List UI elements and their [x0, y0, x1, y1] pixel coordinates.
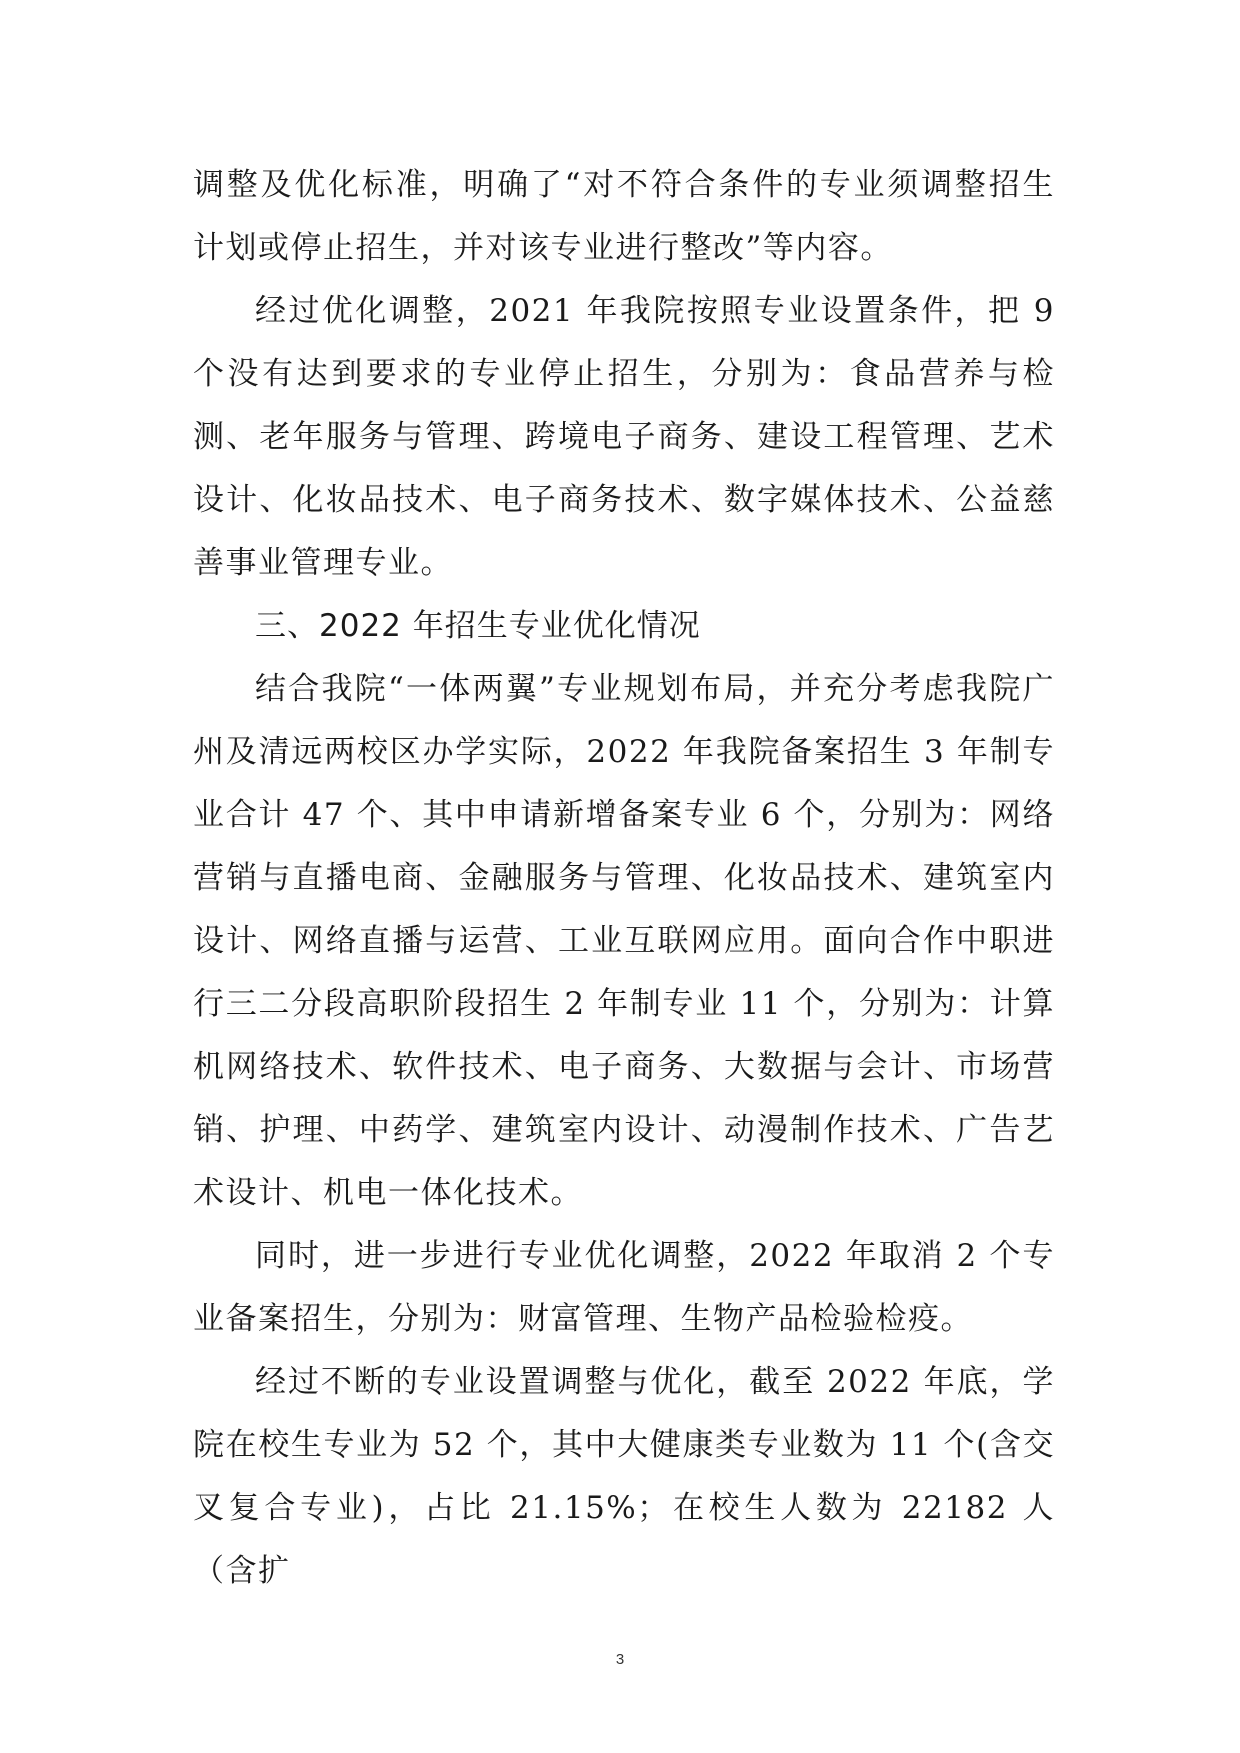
section-heading-2022-optimization: 三、2022 年招生专业优化情况	[255, 608, 701, 644]
document-body	[193, 154, 1055, 1603]
paragraph-2022-statistics: 经过不断的专业设置调整与优化，截至 2022 年底，学院在校生专业为 52 个，其中大健康类专业数为 11 个(含交叉复合专业)，占比 21.15%；在校生人数为 22182 人（含扩	[193, 1364, 1055, 1589]
paragraph-2022-enrollment-majors: 结合我院“一体两翼”专业规划布局，并充分考虑我院广州及清远两校区办学实际，2022 年我院备案招生 3 年制专业合计 47 个、其中申请新增备案专业 6 个，分别为：网络营销与直播电商、金融服务与管理、化妆品技术、建筑室内设计、网络直播与运营、工业互联网应用。面向合作中职进行三二分段高职阶段招生 2 年制专业 11 个，分别为：计算机网络技术、软件技术、电子商务、大数据与会计、市场营销、护理、中药学、建筑室内设计、动漫制作技术、广告艺术设计、机电一体化技术。	[193, 671, 1055, 1211]
paragraph-2022-cancelled-majors: 同时，进一步进行专业优化调整，2022 年取消 2 个专业备案招生，分别为：财富管理、生物产品检验检疫。	[193, 1238, 1055, 1337]
paragraph-2021-suspended-majors: 经过优化调整，2021 年我院按照专业设置条件，把 9 个没有达到要求的专业停止招生，分别为：食品营养与检测、老年服务与管理、跨境电子商务、建设工程管理、艺术设计、化妆品技术、电子商务技术、数字媒体技术、公益慈善事业管理专业。	[193, 293, 1055, 581]
page-number: 3	[615, 1651, 625, 1668]
paragraph-continuation: 调整及优化标准，明确了“对不符合条件的专业须调整招生计划或停止招生，并对该专业进行整改”等内容。	[193, 167, 1055, 266]
